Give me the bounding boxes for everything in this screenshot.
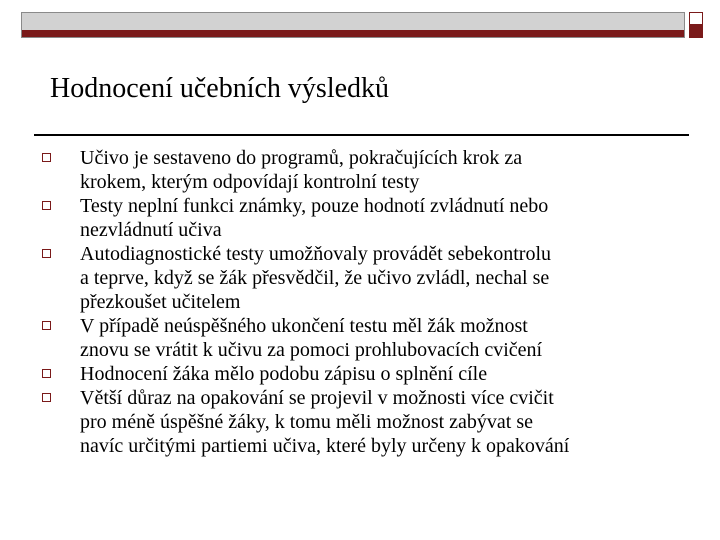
header-band-accent-stripe bbox=[22, 30, 684, 37]
square-bullet-icon bbox=[42, 153, 51, 162]
bullet-text-line: přezkoušet učitelem bbox=[80, 291, 241, 313]
bullet-item bbox=[42, 314, 692, 362]
bullet-text-line: Větší důraz na opakování se projevil v možnosti více cvičit bbox=[80, 387, 554, 409]
bullet-text-line: nezvládnutí učiva bbox=[80, 219, 222, 241]
bullet-text-line: znovu se vrátit k učivu za pomoci prohlubovacích cvičení bbox=[80, 339, 543, 361]
square-bullet-icon bbox=[42, 201, 51, 210]
bullet-item bbox=[42, 194, 692, 242]
bullet-item bbox=[42, 362, 692, 386]
corner-square-filled bbox=[689, 24, 703, 38]
bullet-text-line: krokem, kterým odpovídají kontrolní testy bbox=[80, 171, 420, 193]
square-bullet-icon bbox=[42, 321, 51, 330]
bullet-text-line: a teprve, když se žák přesvědčil, že učivo zvládl, nechal se bbox=[80, 267, 550, 289]
bullet-text-line: navíc určitými partiemi učiva, které byly určeny k opakování bbox=[80, 435, 570, 457]
bullet-text-line: Autodiagnostické testy umožňovaly provádět sebekontrolu bbox=[80, 243, 552, 265]
title-divider bbox=[34, 134, 689, 136]
bullet-text-line: Testy neplní funkci známky, pouze hodnotí zvládnutí nebo bbox=[80, 195, 549, 217]
bullet-list bbox=[42, 146, 692, 458]
bullet-text-line: pro méně úspěšné žáky, k tomu měli možnost zabývat se bbox=[80, 411, 534, 433]
slide-title: Hodnocení učebních výsledků bbox=[50, 73, 390, 104]
bullet-text-line: Učivo je sestaveno do programů, pokračujících krok za bbox=[80, 147, 523, 169]
bullet-item bbox=[42, 146, 692, 194]
square-bullet-icon bbox=[42, 393, 51, 402]
bullet-item bbox=[42, 386, 692, 458]
square-bullet-icon bbox=[42, 249, 51, 258]
header-band bbox=[21, 12, 685, 38]
bullet-text-line: V případě neúspěšného ukončení testu měl žák možnost bbox=[80, 315, 528, 337]
bullet-text-line: Hodnocení žáka mělo podobu zápisu o splnění cíle bbox=[80, 363, 488, 385]
square-bullet-icon bbox=[42, 369, 51, 378]
bullet-item bbox=[42, 242, 692, 314]
